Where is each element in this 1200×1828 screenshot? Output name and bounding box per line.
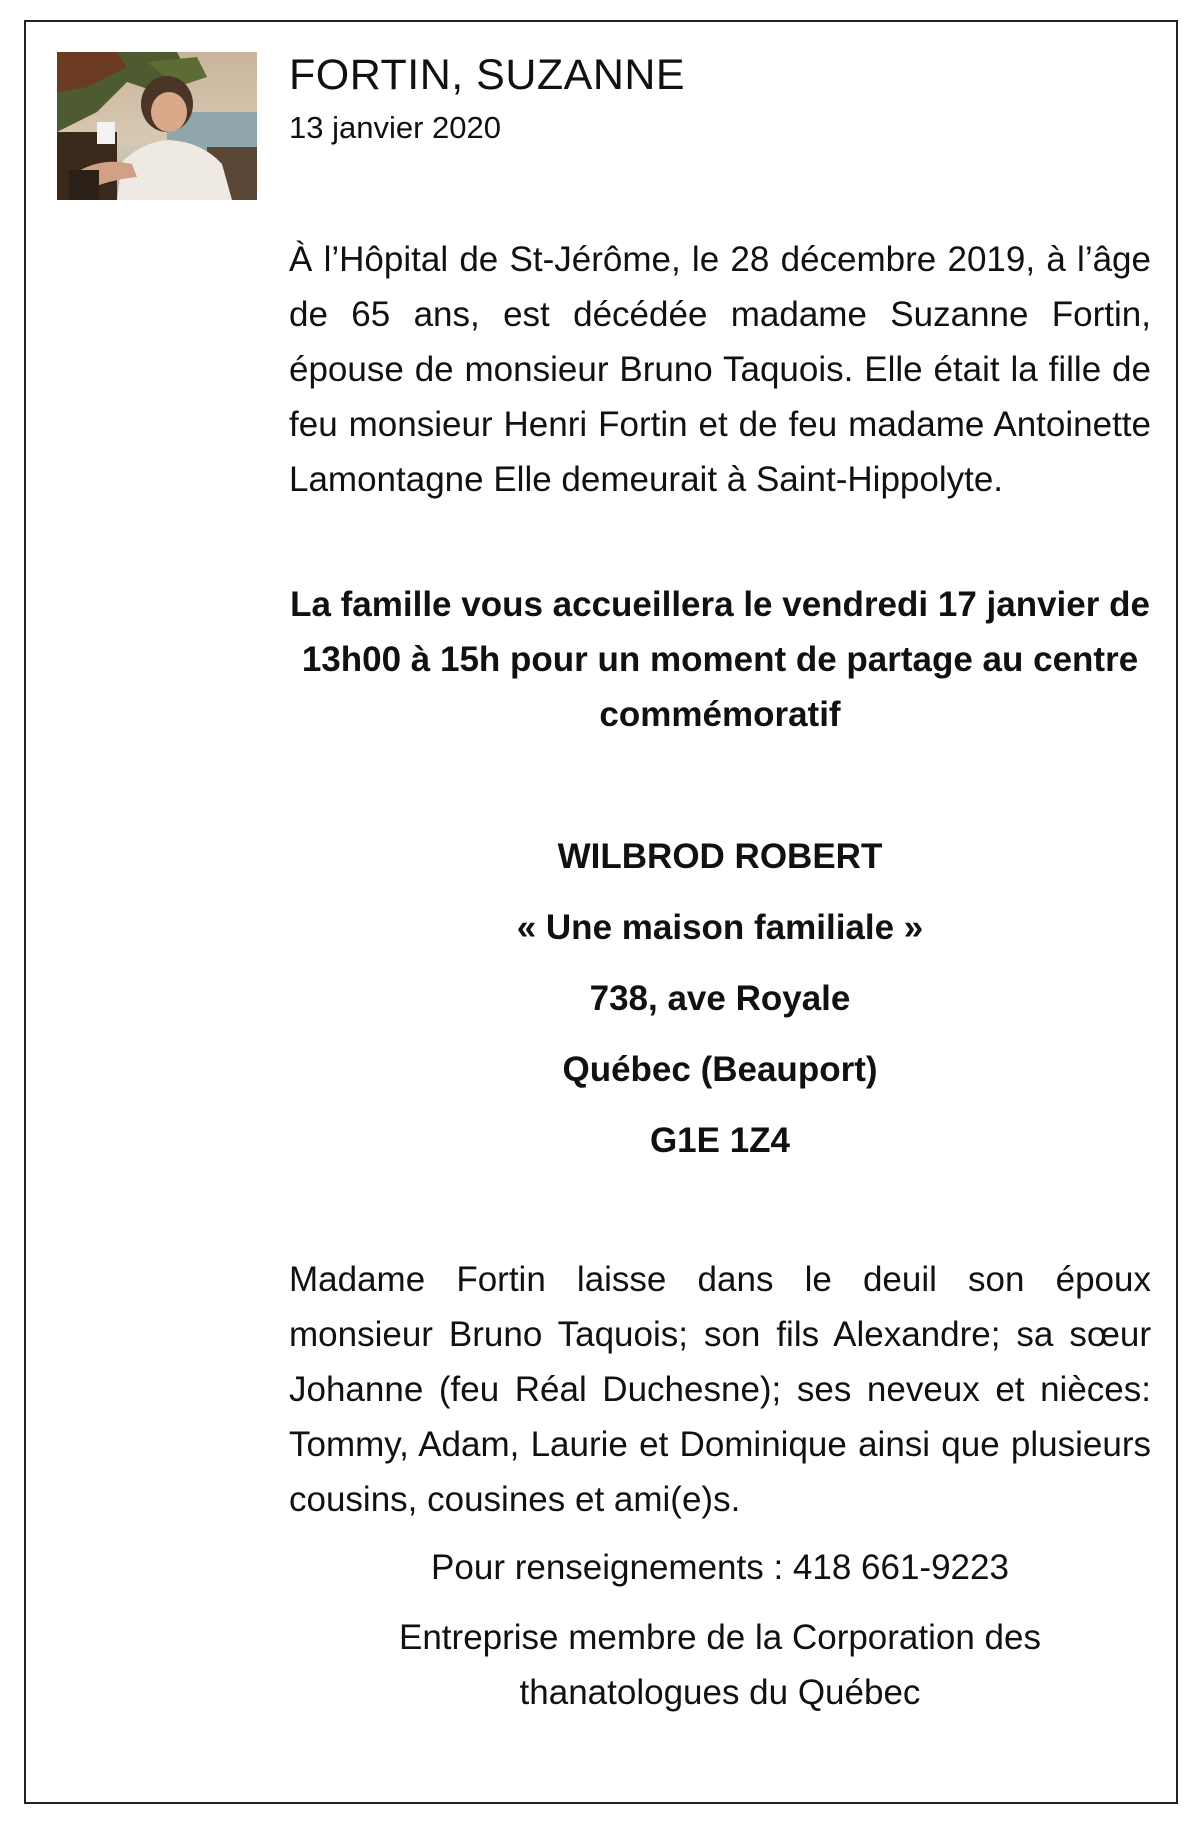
- funeral-home-name: WILBROD ROBERT: [557, 837, 883, 876]
- funeral-home-street: 738, ave Royale: [589, 979, 851, 1018]
- funeral-home-tagline: « Une maison familiale »: [516, 908, 924, 947]
- survivors-paragraph: Madame Fortin laisse dans le deuil son époux monsieur Bruno Taquois; son fils Alexandre; sa sœur Johanne (feu Réal Duchesne); ses neveux et nièces: Tommy, Adam, Laurie et Dominique ainsi que plusieurs cousins, cousines et ami(e)s.: [289, 1260, 1151, 1519]
- portrait-photo: [57, 52, 257, 200]
- death-announcement: À l’Hôpital de St-Jérôme, le 28 décembre 2019, à l’âge de 65 ans, est décédée madame Suzanne Fortin, épouse de monsieur Bruno Taquois. Elle était la fille de feu monsieur Henri Fortin et de feu madame Antoinette Lamontagne Elle demeurait à Saint-Hippolyte.: [289, 240, 1151, 499]
- funeral-home-postal-code: G1E 1Z4: [649, 1121, 791, 1160]
- funeral-home-address: [289, 821, 1151, 1176]
- corporation-membership: Entreprise membre de la Corporation des thanatologues du Québec: [399, 1618, 1041, 1712]
- visitation-notice: La famille vous accueillera le vendredi 17 janvier de 13h00 à 15h pour un moment de partage au centre commémoratif: [290, 585, 1150, 734]
- deceased-name: FORTIN, SUZANNE: [289, 51, 686, 99]
- funeral-home-city: Québec (Beauport): [562, 1050, 878, 1089]
- contact-info: Pour renseignements : 418 661-9223: [431, 1548, 1009, 1587]
- publication-date: 13 janvier 2020: [289, 110, 501, 145]
